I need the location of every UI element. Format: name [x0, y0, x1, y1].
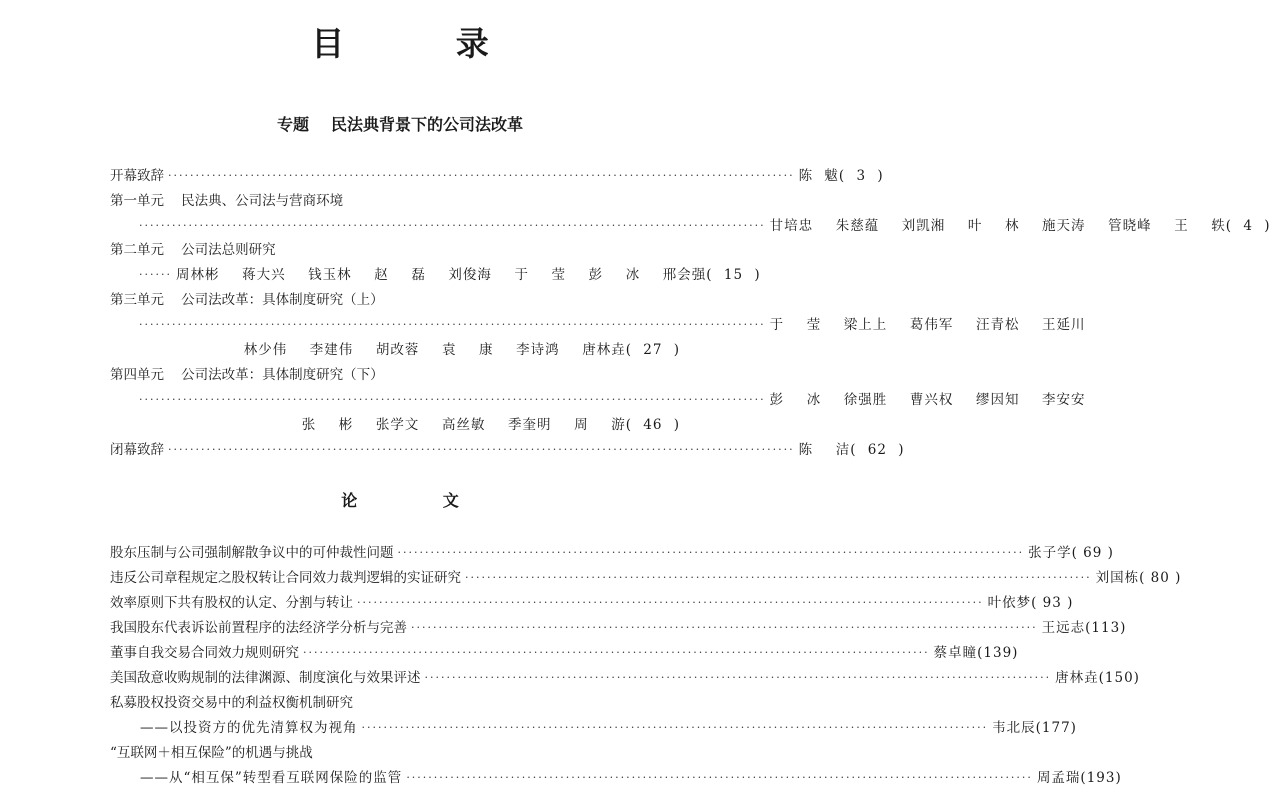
toc-entry-author-page: 唐林垚(150) — [1055, 670, 1140, 686]
toc-entry-author-page: 林少伟 李建伟 胡改蓉 袁 康 李诗鸿 唐林垚( 27 ) — [243, 342, 680, 358]
leader-dots: ·················································································································· — [397, 546, 1025, 559]
leader-dots: ·················································································································· — [357, 596, 984, 609]
toc-entry-paper-8[interactable] — [110, 739, 680, 761]
leader-dots: ·················································································································· — [411, 621, 1038, 634]
leader-dots: ·················································································································· — [139, 318, 766, 331]
toc-entry-title: 第三单元 公司法改革：具体制度研究（上） — [110, 292, 384, 308]
toc-entry-author-page: 刘国栋( 80 ) — [1095, 570, 1182, 586]
toc-entry-title: 私募股权投资交易中的利益权衡机制研究 — [110, 695, 353, 711]
leader-dots: ······ — [139, 268, 172, 281]
leader-dots: ·················································································································· — [424, 671, 1052, 684]
toc-entry-unit-4[interactable] — [110, 361, 680, 383]
leader-dots: ·················································································································· — [465, 571, 1092, 584]
toc-entry-unit-4-authors-b — [135, 411, 680, 433]
toc-entry-title: 违反公司章程规定之股权转让合同效力裁判逻辑的实证研究 — [110, 570, 461, 586]
toc-entry-title: 开幕致辞 — [110, 168, 164, 184]
section-title: 民法典背景下的公司法改革 — [331, 115, 524, 134]
section-heading-papers: 论 文 — [341, 491, 499, 510]
toc-entry-title: 美国敌意收购规制的法律渊源、制度演化与效果评述 — [110, 670, 421, 686]
toc-entry-authors: 于 莹 梁上上 葛伟军 汪青松 王延川 — [769, 317, 1086, 333]
toc-entry-unit-3[interactable] — [110, 286, 680, 308]
toc-entry-authors: 彭 冰 徐强胜 曹兴权 缪因知 李安安 — [769, 392, 1086, 408]
toc-entry-paper-2[interactable] — [110, 564, 1182, 586]
page-title: 目 录 — [311, 24, 539, 63]
toc-entry-unit-2[interactable] — [110, 236, 680, 258]
toc-entry-author-page: 周孟瑞(193) — [1036, 770, 1122, 786]
toc-entry-author-page: 王远志(113) — [1041, 620, 1127, 636]
leader-dots: ·················································································································· — [168, 169, 795, 182]
toc-entry-paper-3[interactable] — [110, 589, 1074, 611]
toc-entry-title: 第一单元 民法典、公司法与营商环境 — [110, 193, 344, 209]
toc-entry-paper-8-subtitle[interactable] — [140, 764, 1122, 786]
toc-entry-unit-3-authors-b — [135, 336, 680, 358]
toc-entry-author-page: 蔡卓瞳(139) — [933, 645, 1019, 661]
toc-entry-subtitle: ——从“相互保”转型看互联网保险的监管 — [140, 770, 403, 786]
toc-entry-title: 股东压制与公司强制解散争议中的可仲裁性问题 — [110, 545, 394, 561]
toc-entry-paper-7[interactable] — [110, 689, 680, 711]
toc-entry-author-page: 张 彬 张学文 高丝敏 季奎明 周 游( 46 ) — [301, 417, 680, 433]
toc-entry-paper-7-subtitle[interactable] — [140, 714, 1077, 736]
section-label: 专题 — [276, 115, 309, 134]
toc-entry-author-page: 陈 魃( 3 ) — [798, 168, 884, 184]
toc-entry-title: “互联网＋相互保险”的机遇与挑战 — [110, 745, 313, 761]
toc-entry-unit-1[interactable] — [110, 187, 680, 209]
toc-entry-opening[interactable] — [110, 162, 884, 184]
leader-dots: ·················································································································· — [168, 443, 795, 456]
leader-dots: ·················································································································· — [361, 721, 989, 734]
toc-entry-unit-4-authors-a — [135, 386, 1086, 408]
toc-entry-paper-6[interactable] — [110, 664, 1140, 686]
toc-entry-closing[interactable] — [110, 436, 905, 458]
toc-entry-unit-3-authors-a — [135, 311, 1086, 333]
leader-dots: ·················································································································· — [303, 646, 930, 659]
toc-entry-subtitle: ——以投资方的优先清算权为视角 — [140, 720, 358, 736]
toc-entry-author-page: 陈 洁( 62 ) — [798, 442, 905, 458]
leader-dots: ·················································································································· — [139, 393, 766, 406]
toc-entry-title: 第二单元 公司法总则研究 — [110, 242, 276, 258]
toc-entry-unit-2-authors — [135, 261, 761, 283]
leader-dots: ·················································································································· — [406, 771, 1033, 784]
section-heading-special-topic — [0, 112, 800, 135]
toc-entry-title: 效率原则下共有股权的认定、分割与转让 — [110, 595, 353, 611]
toc-entry-title: 董事自我交易合同效力规则研究 — [110, 645, 299, 661]
toc-entry-author-page: 叶依梦( 93 ) — [987, 595, 1074, 611]
toc-entry-title: 闭幕致辞 — [110, 442, 164, 458]
toc-entry-title: 第四单元 公司法改革：具体制度研究（下） — [110, 367, 384, 383]
toc-entry-author-page: 甘培忠 朱慈蕴 刘凯湘 叶 林 施天涛 管晓峰 王 轶( 4 ) — [769, 218, 1271, 234]
toc-entry-title: 我国股东代表诉讼前置程序的法经济学分析与完善 — [110, 620, 407, 636]
toc-entry-paper-4[interactable] — [110, 614, 1127, 636]
toc-entry-unit-1-authors — [135, 212, 1271, 234]
toc-entry-author-page: 张子学( 69 ) — [1028, 545, 1114, 561]
toc-entry-paper-5[interactable] — [110, 639, 1019, 661]
toc-entry-paper-1[interactable] — [110, 539, 1114, 561]
toc-entry-author-page: 周林彬 蒋大兴 钱玉林 赵 磊 刘俊海 于 莹 彭 冰 邢会强( 15 ) — [175, 267, 761, 283]
leader-dots: ·················································································································· — [139, 219, 766, 232]
toc-entry-author-page: 韦北辰(177) — [992, 720, 1077, 736]
